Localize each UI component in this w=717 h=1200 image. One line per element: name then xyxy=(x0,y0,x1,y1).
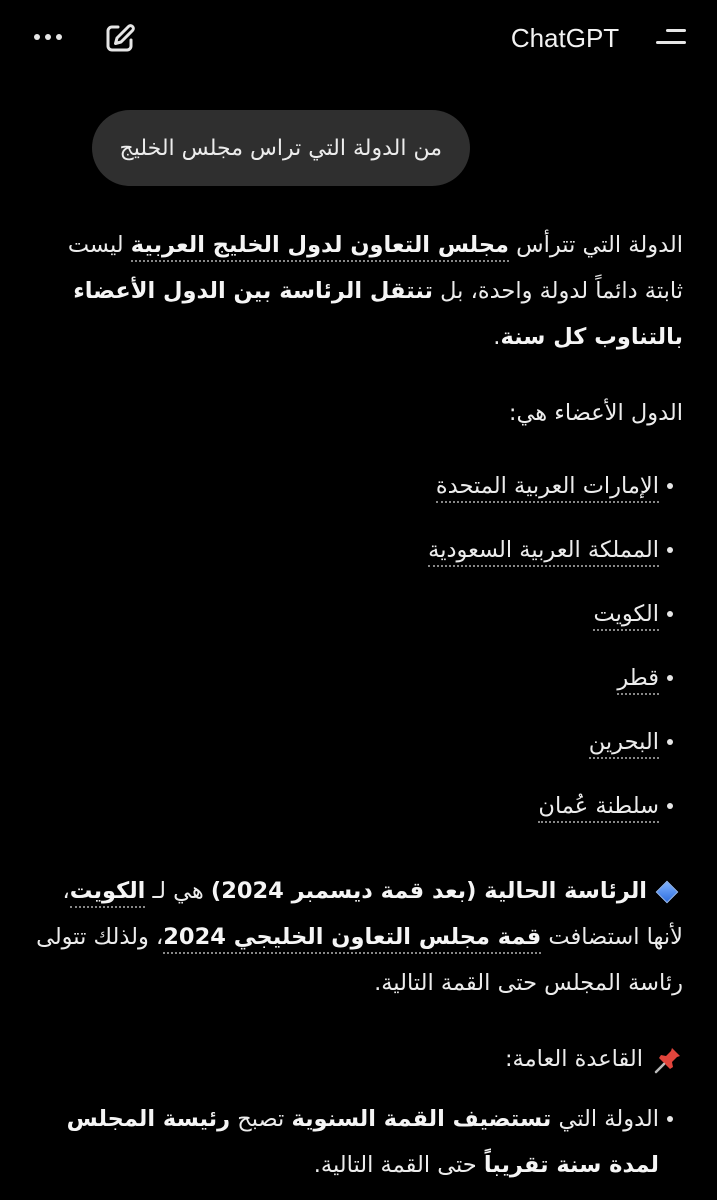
menu-icon-line xyxy=(656,41,686,44)
menu-icon xyxy=(666,29,686,32)
assistant-message xyxy=(33,222,683,1188)
current-presidency-bold: الرئاسة الحالية (بعد قمة ديسمبر 2024) xyxy=(210,878,647,904)
more-horizontal-icon xyxy=(34,34,40,40)
member-link[interactable]: البحرين xyxy=(589,729,659,759)
current-text: ، لأنها استضافت xyxy=(62,878,683,950)
bullet xyxy=(667,803,673,809)
top-bar xyxy=(0,0,717,76)
rule-bold: رئيسة المجلس لمدة سنة تقريباً xyxy=(66,1106,659,1178)
intro-text: ليست ثابتة دائماً لدولة واحدة، بل xyxy=(67,232,683,304)
bullet xyxy=(667,611,673,617)
more-horizontal-icon-dot xyxy=(45,34,51,40)
spacer xyxy=(33,838,683,868)
list-item xyxy=(33,518,683,582)
more-options-button[interactable] xyxy=(28,22,68,52)
list-item xyxy=(33,710,683,774)
member-link[interactable]: سلطنة عُمان xyxy=(538,793,659,823)
edit-icon xyxy=(103,21,137,55)
pushpin-icon xyxy=(653,1045,683,1075)
rule-text: حتى القمة التالية. xyxy=(313,1152,484,1178)
rule-heading: القاعدة العامة: xyxy=(504,1046,643,1072)
intro-paragraph xyxy=(33,222,683,360)
list-item xyxy=(33,1096,683,1188)
list-item xyxy=(33,774,683,838)
app-title[interactable]: ChatGPT xyxy=(510,23,620,53)
more-horizontal-icon-dot xyxy=(56,34,62,40)
spacer xyxy=(33,1006,683,1036)
rule-text: الدولة التي xyxy=(551,1106,659,1132)
intro-text: . xyxy=(493,324,501,350)
bullet xyxy=(667,547,673,553)
spacer xyxy=(33,360,683,390)
list-item xyxy=(33,646,683,710)
kuwait-link[interactable]: الكويت xyxy=(70,878,146,908)
bullet xyxy=(667,739,673,745)
members-heading: الدول الأعضاء هي: xyxy=(508,400,683,426)
blue-diamond-icon xyxy=(656,880,679,903)
intro-text: الدولة التي تترأس xyxy=(509,232,683,258)
current-text: هي لـ xyxy=(145,878,211,904)
bullet xyxy=(667,483,673,489)
member-link[interactable]: المملكة العربية السعودية xyxy=(428,537,659,567)
gcc-name-link[interactable]: مجلس التعاون لدول الخليج العربية xyxy=(131,232,509,262)
user-message-text: من الدولة التي تراس مجلس الخليج xyxy=(119,135,442,161)
current-text: ، ولذلك تتولى رئاسة المجلس حتى القمة التالية. xyxy=(36,924,683,996)
bullet xyxy=(667,1116,673,1122)
members-list xyxy=(33,454,683,838)
new-chat-button[interactable] xyxy=(100,18,140,58)
rule-text: تصبح xyxy=(230,1106,292,1132)
member-link[interactable]: قطر xyxy=(617,665,659,695)
rotation-bold: تنتقل الرئاسة بين الدول الأعضاء بالتناوب كل سنة xyxy=(73,278,683,350)
rule-heading-row xyxy=(33,1036,683,1082)
current-presidency-paragraph xyxy=(33,868,683,1006)
member-link[interactable]: الإمارات العربية المتحدة xyxy=(436,473,659,503)
rule-list xyxy=(33,1096,683,1188)
bullet xyxy=(667,675,673,681)
user-message-bubble xyxy=(92,110,470,186)
list-item xyxy=(33,582,683,646)
member-link[interactable]: الكويت xyxy=(593,601,659,631)
summit-2024-link[interactable]: قمة مجلس التعاون الخليجي 2024 xyxy=(163,924,541,954)
list-item xyxy=(33,454,683,518)
menu-button[interactable] xyxy=(650,22,694,54)
rule-bold: تستضيف القمة السنوية xyxy=(291,1106,552,1132)
